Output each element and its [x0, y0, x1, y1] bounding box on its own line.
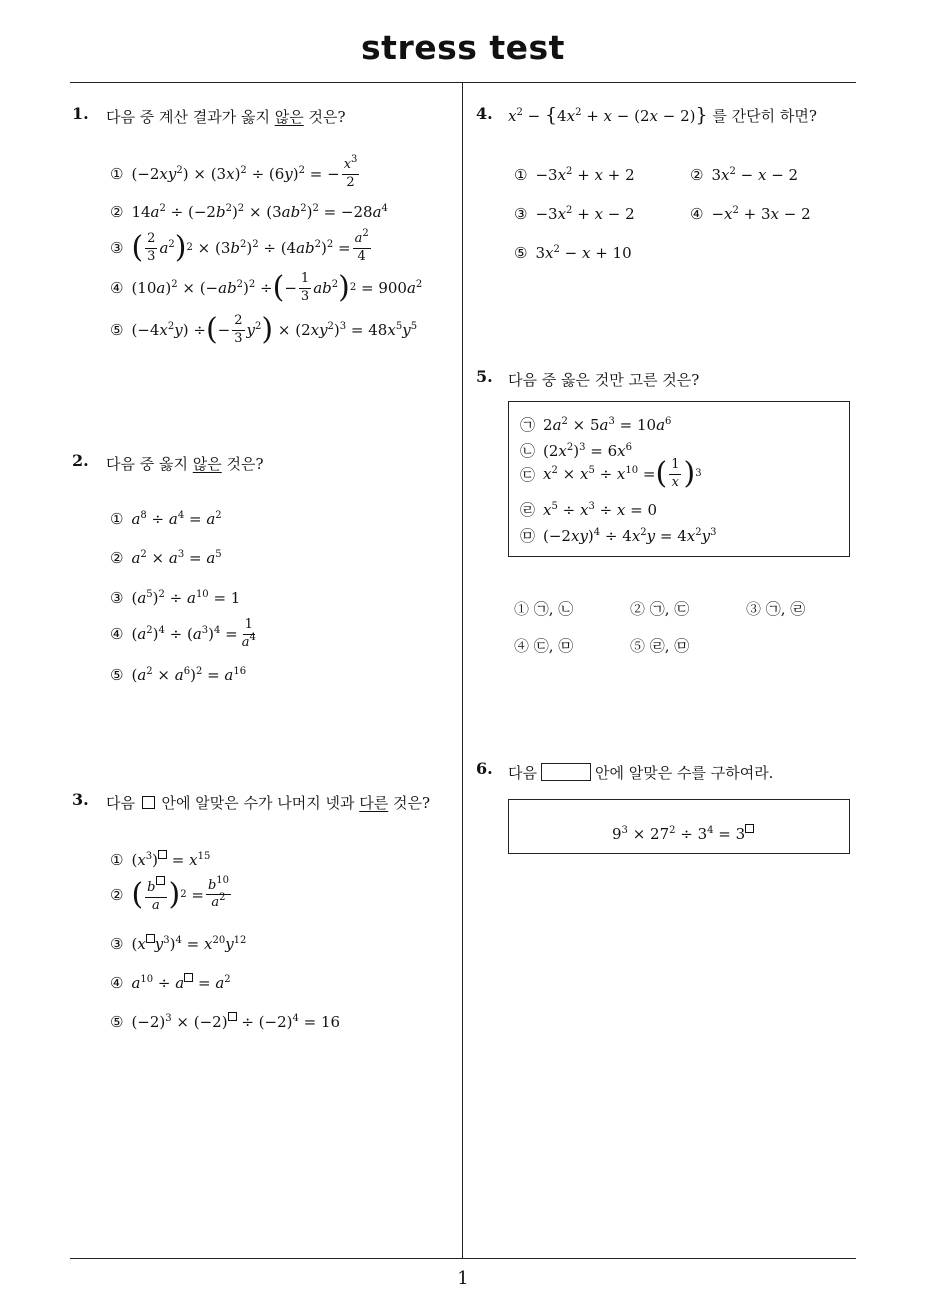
statement-e: ㉤ $(-2xy)^4 \div 4x^2y = 4x^2y^3$	[520, 526, 717, 545]
question-number: 1.	[72, 104, 89, 123]
statement-b: ㉡ $(2x^2)^3 = 6x^6$	[520, 441, 632, 460]
option-1[interactable]: ① $-3x^2 + x + 2$	[514, 166, 635, 184]
answer-blank	[541, 763, 591, 781]
option-5[interactable]: ⑤ ㉣, ㉤	[630, 637, 690, 655]
option-5[interactable]: ⑤ $(a^2 \times a^6)^2 = a^{16}$	[110, 666, 247, 684]
option-3[interactable]: ③ $-3x^2 + x - 2$	[514, 205, 635, 223]
question-text: 다음 중 계산 결과가 옳지 않은 것은?	[106, 108, 346, 126]
option-3[interactable]: ③ (x $y^3)^4 = x^{20}y^{12}$	[110, 934, 247, 953]
column-divider	[462, 83, 463, 1259]
option-5[interactable]: ⑤ $(-2)^3 \times (-2) \div (-2)^4 = 16$	[110, 1012, 341, 1031]
bottom-rule	[70, 1258, 856, 1259]
option-4[interactable]: ④ $-x^2 + 3x - 2$	[690, 205, 811, 223]
option-1[interactable]: ① $a^8 \div a^4 = a^2$	[110, 510, 222, 528]
question-number: 2.	[72, 451, 89, 470]
option-3[interactable]: ③ ㉠, ㉣	[746, 600, 806, 618]
option-5[interactable]: ⑤ $(-4x^2y)$ ÷ ( − $\frac{2}{3}$ $y^2$ ) × $(2xy^2)^3 = 48x^5y^5$	[110, 312, 418, 348]
option-1[interactable]: ① $(x^3) = x^{15}$	[110, 850, 211, 869]
statement-d: ㉣ $x^5 \div x^3 \div x = 0$	[520, 500, 658, 519]
question-number: 3.	[72, 790, 89, 809]
option-5[interactable]: ⑤ $3x^2 - x + 10$	[514, 244, 632, 262]
question-number: 4.	[476, 104, 493, 123]
page-title: stress test	[361, 28, 565, 67]
question-text: 다음 중 옳지 않은 것은?	[106, 455, 264, 473]
option-2[interactable]: ② ㉠, ㉢	[630, 600, 690, 618]
blank-square-icon	[142, 796, 155, 809]
option-1[interactable]: ① $(-2xy^2) \times (3x)^2 \div (6y)^2$ = − $\frac{x^3}{2}$	[110, 154, 358, 190]
option-3[interactable]: ③ ( $\frac{2}{3}$ $a^2$ ) 2 × $(3b^2)^2 \div (4ab^2)^2$ = $\frac{a^2}{4}$	[110, 228, 369, 266]
option-4[interactable]: ④ $(a^2)^4 \div (a^3)^4$ = $\frac{1}{a^4}$	[110, 617, 256, 650]
statement-c: ㉢ $x^2 \times x^5 \div x^{10}$ = ( $\frac{1}{x}$ ) 3	[520, 456, 702, 492]
statement-a: ㉠ $2a^2 \times 5a^3 = 10a^6$	[520, 415, 672, 434]
question-number: 5.	[476, 367, 493, 386]
question-number: 6.	[476, 759, 493, 778]
option-4[interactable]: ④ $a^{10} \div a = a^2$	[110, 973, 231, 992]
option-4[interactable]: ④ ㉢, ㉤	[514, 637, 574, 655]
option-2[interactable]: ② ( $\frac{b}{a}$ ) 2 = $\frac{b^{10}}{a^2}$	[110, 874, 229, 913]
option-1[interactable]: ① ㉠, ㉡	[514, 600, 574, 618]
question-text: 다음 안에 알맞은 수가 나머지 넷과 다른 것은?	[106, 794, 431, 812]
question-text: 다음 중 옳은 것만 고른 것은?	[508, 371, 700, 389]
equation: $9^3 \times 27^2 \div 3^4 = 3$	[612, 824, 754, 843]
option-4[interactable]: ④ $(10a)^2 \times (-ab^2)^2$ ÷ ( − $\frac{1}{3}$ $ab^2$ ) 2 = $900a^2$	[110, 270, 423, 306]
option-2[interactable]: ② $3x^2 - x - 2$	[690, 166, 799, 184]
question-text: 다음 안에 알맞은 수를 구하여라.	[508, 764, 774, 782]
option-2[interactable]: ② $14a^2 \div (-2b^2)^2 \times (3ab^2)^2 = -28a^4$	[110, 203, 388, 221]
question-text: $x^2 - \{4x^2 + x - (2x - 2)\}$ 를 간단히 하면?	[508, 104, 817, 126]
top-rule	[70, 82, 856, 83]
option-3[interactable]: ③ $(a^5)^2 \div a^{10} = 1$	[110, 589, 241, 607]
page-number: 1	[457, 1268, 469, 1289]
option-2[interactable]: ② $a^2 \times a^3 = a^5$	[110, 549, 222, 567]
